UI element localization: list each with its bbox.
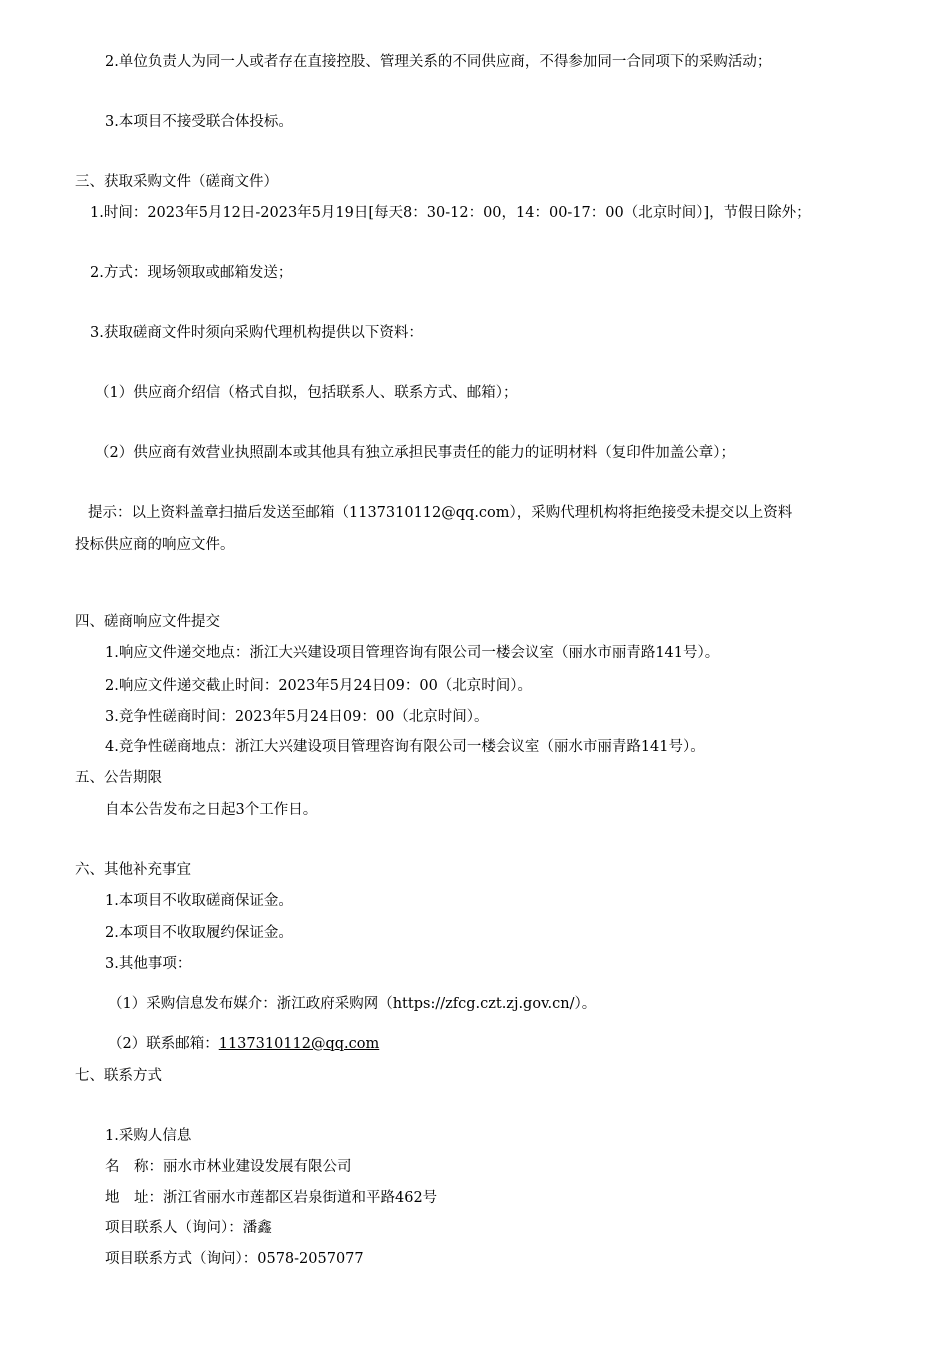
list-item [108,1034,379,1054]
paragraph: 项目联系人（询问）：潘鑫 [105,1220,272,1236]
paragraph: 名 称：丽水市林业建设发展有限公司 [105,1159,352,1175]
paragraph: 1.响应文件递交地点：浙江大兴建设项目管理咨询有限公司一楼会议室（丽水市丽青路141号）。 [105,645,720,661]
contact-email-link[interactable]: 1137310112@qq.com [218,1036,380,1052]
paragraph: 3.其他事项： [105,956,192,972]
paragraph: 2.方式：现场领取或邮箱发送； [90,265,293,281]
paragraph: 2.本项目不收取履约保证金。 [105,925,293,941]
paragraph: 3.竞争性磋商时间：2023年5月24日09：00（北京时间）。 [105,709,489,725]
section-heading: 六、其他补充事宜 [75,862,191,878]
paragraph: 3.获取磋商文件时须向采购代理机构提供以下资料： [90,325,423,341]
paragraph: 1.本项目不收取磋商保证金。 [105,893,293,909]
paragraph: 提示：以上资料盖章扫描后发送至邮箱（1137310112@qq.com），采购代理机构将拒绝接受未提交以上资料 [88,505,793,521]
section-heading: 七、联系方式 [75,1068,162,1084]
paragraph: 项目联系方式（询问）：0578-2057077 [105,1251,364,1267]
list-item: （1）供应商介绍信（格式自拟，包括联系人、联系方式、邮箱）； [95,385,518,401]
paragraph: 1.时间：2023年5月12日-2023年5月19日[每天8：30-12：00，14：00-17：00（北京时间）]，节假日除外； [90,205,811,221]
paragraph: 地 址：浙江省丽水市莲都区岩泉街道和平路462号 [105,1190,438,1206]
paragraph: 1.采购人信息 [105,1128,192,1144]
paragraph: 投标供应商的响应文件。 [75,537,235,553]
section-heading: 三、获取采购文件（磋商文件） [75,174,278,190]
paragraph: 2.单位负责人为同一人或者存在直接控股、管理关系的不同供应商，不得参加同一合同项下的采购活动； [105,54,772,70]
paragraph: 3.本项目不接受联合体投标。 [105,114,293,130]
section-heading: 四、磋商响应文件提交 [75,614,220,630]
section-heading: 五、公告期限 [75,770,162,786]
paragraph: 4.竞争性磋商地点：浙江大兴建设项目管理咨询有限公司一楼会议室（丽水市丽青路141号）。 [105,739,705,755]
contact-email-label: （2）联系邮箱： [108,1036,219,1052]
paragraph: 自本公告发布之日起3个工作日。 [105,802,318,818]
paragraph: 2.响应文件递交截止时间：2023年5月24日09：00（北京时间）。 [105,678,533,694]
list-item: （1）采购信息发布媒介：浙江政府采购网（https://zfcg.czt.zj.gov.cn/）。 [108,996,597,1012]
list-item: （2）供应商有效营业执照副本或其他具有独立承担民事责任的能力的证明材料（复印件加盖公章）； [95,445,735,461]
